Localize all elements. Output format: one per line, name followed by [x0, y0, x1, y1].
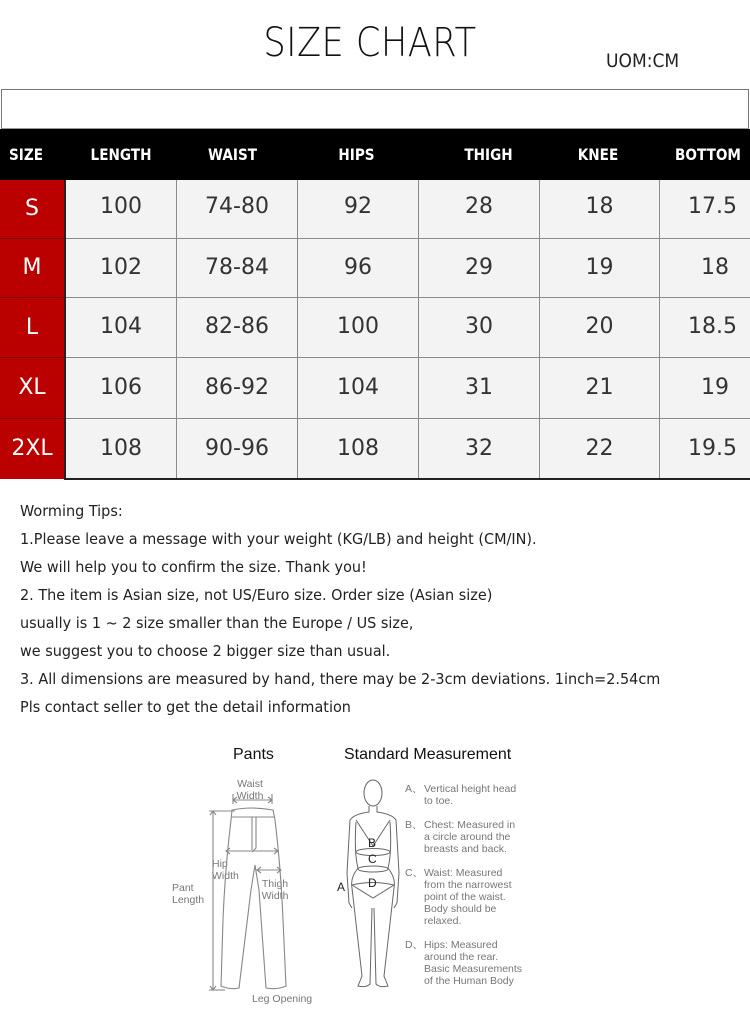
hip-width-label: Hip Width [212, 858, 239, 882]
pant-length-label: Pant Length [172, 882, 205, 906]
cell-knee: 22 [540, 419, 660, 479]
table-header [0, 129, 750, 180]
cell-hips: 104 [298, 358, 419, 419]
cell-thigh: 32 [419, 419, 540, 479]
pants-diagram-title: Pants [233, 746, 274, 763]
body-diagram-title: Standard Measurement [344, 746, 512, 763]
cell-knee: 20 [540, 298, 660, 358]
cell-hips: 96 [298, 239, 419, 298]
pants-outline-icon [195, 790, 305, 1005]
col-header-waist: WAIST [207, 145, 258, 164]
tip-line: Pls contact seller to get the detail information [20, 698, 351, 716]
cell-length: 100 [66, 180, 177, 239]
cell-knee: 18 [540, 180, 660, 239]
marker-b: B [368, 836, 377, 850]
cell-thigh: 31 [419, 358, 540, 419]
cell-knee: 19 [540, 239, 660, 298]
size-label: L [0, 298, 64, 358]
cell-length: 102 [66, 239, 177, 298]
marker-a: A [337, 880, 346, 894]
unit-of-measure: UOM:CM [606, 50, 680, 72]
cell-waist: 82-86 [177, 298, 298, 358]
leg-opening-label: Leg Opening [252, 993, 313, 1005]
cell-length: 104 [66, 298, 177, 358]
cell-waist: 90-96 [177, 419, 298, 479]
cell-length: 108 [66, 419, 177, 479]
tip-line: We will help you to confirm the size. Thank you! [20, 558, 367, 576]
page-title: SIZE CHART [263, 20, 477, 66]
marker-c: C [368, 852, 377, 866]
cell-bottom: 18.5 [660, 298, 750, 358]
waist-width-label: Waist Width [236, 778, 264, 802]
thigh-width-label: Thigh Width [261, 878, 289, 902]
col-header-size: SIZE [8, 145, 44, 164]
table-bottom-border [64, 478, 750, 480]
size-column-divider [64, 180, 66, 479]
size-label: S [0, 180, 64, 239]
col-header-length: LENGTH [90, 145, 152, 164]
note-a: A、 Vertical height head to toe. [405, 783, 517, 807]
table-top-banner [1, 89, 749, 129]
size-label: XL [0, 358, 64, 419]
tips-section [20, 497, 709, 721]
tips-heading: Worming Tips: [20, 502, 123, 520]
cell-thigh: 30 [419, 298, 540, 358]
cell-bottom: 18 [660, 239, 750, 298]
col-header-thigh: THIGH [464, 145, 513, 164]
cell-hips: 100 [298, 298, 419, 358]
tip-line: we suggest you to choose 2 bigger size than usual. [20, 642, 391, 660]
size-label: M [0, 239, 64, 298]
tip-line: 3. All dimensions are measured by hand, there may be 2-3cm deviations. 1inch=2.54cm [20, 670, 661, 688]
col-header-hips: HIPS [338, 145, 375, 164]
cell-bottom: 19 [660, 358, 750, 419]
tip-line: 2. The item is Asian size, not US/Euro size. Order size (Asian size) [20, 586, 493, 604]
measurement-diagram [0, 740, 750, 1028]
cell-hips: 108 [298, 419, 419, 479]
cell-waist: 78-84 [177, 239, 298, 298]
note-d: D、 Hips: Measured around the rear. Basic Measurements of the Human Body [405, 939, 523, 987]
cell-knee: 21 [540, 358, 660, 419]
cell-hips: 92 [298, 180, 419, 239]
cell-length: 106 [66, 358, 177, 419]
tip-line: usually is 1 ~ 2 size smaller than the Europe / US size, [20, 614, 414, 632]
cell-bottom: 17.5 [660, 180, 750, 239]
col-header-knee: KNEE [577, 145, 619, 164]
size-table-body [0, 180, 750, 479]
marker-d: D [368, 876, 377, 890]
cell-bottom: 19.5 [660, 419, 750, 479]
cell-thigh: 29 [419, 239, 540, 298]
cell-waist: 86-92 [177, 358, 298, 419]
col-header-bottom: BOTTOM [675, 145, 741, 164]
cell-thigh: 28 [419, 180, 540, 239]
tip-line: 1.Please leave a message with your weight (KG/LB) and height (CM/IN). [20, 530, 537, 548]
body-outline-icon [340, 778, 410, 1010]
size-label: 2XL [0, 419, 64, 479]
cell-waist: 74-80 [177, 180, 298, 239]
note-b: B、 Chest: Measured in a circle around the breasts and back. [405, 819, 516, 855]
note-c: C、 Waist: Measured from the narrowest point of the waist. Body should be relaxed. [405, 867, 512, 927]
